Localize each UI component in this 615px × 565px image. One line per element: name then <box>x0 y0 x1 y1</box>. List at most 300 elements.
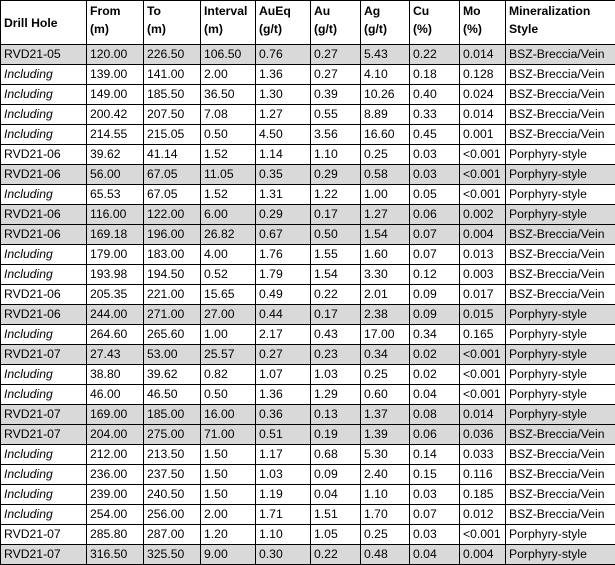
cell-aueq: 0.67 <box>256 225 311 245</box>
cell-aueq: 1.03 <box>256 465 311 485</box>
table-row <box>1 265 615 285</box>
cell-from: 38.80 <box>87 365 144 385</box>
table-row <box>1 105 615 125</box>
header-mo <box>460 1 506 45</box>
cell-mo: 0.001 <box>460 125 506 145</box>
cell-aueq: 1.76 <box>256 245 311 265</box>
cell-mineralization-style: Porphyry-style <box>506 545 615 565</box>
cell-aueq: 4.50 <box>256 125 311 145</box>
cell-to: 46.50 <box>144 385 201 405</box>
cell-mo: <0.001 <box>460 345 506 365</box>
cell-to: 67.05 <box>144 165 201 185</box>
cell-ag: 1.70 <box>361 505 410 525</box>
cell-mineralization-style: Porphyry-style <box>506 145 615 165</box>
cell-au: 1.51 <box>311 505 361 525</box>
cell-cu: 0.40 <box>410 85 460 105</box>
cell-from: 212.00 <box>87 445 144 465</box>
cell-au: 0.22 <box>311 545 361 565</box>
header-label: Interval <box>204 4 248 18</box>
cell-drill-hole: RVD21-06 <box>1 305 87 325</box>
header-unit: Style <box>509 22 539 36</box>
table-row <box>1 45 615 65</box>
header-label: AuEq <box>259 4 291 18</box>
cell-interval: 1.50 <box>201 485 256 505</box>
cell-interval: 15.65 <box>201 285 256 305</box>
cell-interval: 16.00 <box>201 405 256 425</box>
table-row <box>1 445 615 465</box>
cell-aueq: 1.71 <box>256 505 311 525</box>
cell-mineralization-style: BSZ-Breccia/Vein <box>506 425 615 445</box>
cell-aueq: 1.14 <box>256 145 311 165</box>
cell-ag: 0.58 <box>361 165 410 185</box>
cell-ag: 3.30 <box>361 265 410 285</box>
cell-from: 205.35 <box>87 285 144 305</box>
cell-au: 0.22 <box>311 285 361 305</box>
cell-aueq: 1.10 <box>256 525 311 545</box>
table-row <box>1 305 615 325</box>
cell-mineralization-style: BSZ-Breccia/Vein <box>506 285 615 305</box>
cell-aueq: 0.51 <box>256 425 311 445</box>
cell-au: 0.43 <box>311 325 361 345</box>
cell-au: 0.27 <box>311 45 361 65</box>
table-body <box>1 45 615 565</box>
cell-ag: 1.39 <box>361 425 410 445</box>
cell-from: 204.00 <box>87 425 144 445</box>
cell-au: 1.03 <box>311 365 361 385</box>
cell-to: 256.00 <box>144 505 201 525</box>
cell-to: 39.62 <box>144 365 201 385</box>
cell-aueq: 1.27 <box>256 105 311 125</box>
cell-au: 0.04 <box>311 485 361 505</box>
cell-mo: 0.012 <box>460 505 506 525</box>
cell-drill-hole: Including <box>1 105 87 125</box>
cell-mineralization-style: Porphyry-style <box>506 325 615 345</box>
cell-au: 0.55 <box>311 105 361 125</box>
cell-ag: 0.60 <box>361 385 410 405</box>
table-row <box>1 185 615 205</box>
cell-au: 0.13 <box>311 405 361 425</box>
cell-from: 139.00 <box>87 65 144 85</box>
cell-mo: 0.014 <box>460 405 506 425</box>
cell-interval: 71.00 <box>201 425 256 445</box>
cell-to: 196.00 <box>144 225 201 245</box>
cell-mineralization-style: BSZ-Breccia/Vein <box>506 245 615 265</box>
cell-cu: 0.06 <box>410 205 460 225</box>
cell-mo: 0.013 <box>460 245 506 265</box>
cell-aueq: 0.36 <box>256 405 311 425</box>
cell-interval: 4.00 <box>201 245 256 265</box>
cell-from: 200.42 <box>87 105 144 125</box>
cell-au: 1.55 <box>311 245 361 265</box>
cell-from: 285.80 <box>87 525 144 545</box>
cell-aueq: 0.29 <box>256 205 311 225</box>
cell-ag: 0.48 <box>361 545 410 565</box>
cell-to: 265.60 <box>144 325 201 345</box>
cell-cu: 0.08 <box>410 405 460 425</box>
header-label: Drill Hole <box>4 16 58 30</box>
cell-cu: 0.02 <box>410 365 460 385</box>
cell-interval: 1.50 <box>201 445 256 465</box>
cell-drill-hole: RVD21-06 <box>1 145 87 165</box>
cell-mo: 0.014 <box>460 105 506 125</box>
cell-aueq: 0.44 <box>256 305 311 325</box>
cell-from: 46.00 <box>87 385 144 405</box>
table-row <box>1 85 615 105</box>
cell-ag: 1.54 <box>361 225 410 245</box>
cell-drill-hole: RVD21-07 <box>1 525 87 545</box>
table-row <box>1 505 615 525</box>
cell-from: 316.50 <box>87 545 144 565</box>
cell-to: 41.14 <box>144 145 201 165</box>
cell-drill-hole: Including <box>1 385 87 405</box>
cell-au: 0.19 <box>311 425 361 445</box>
cell-aueq: 1.30 <box>256 85 311 105</box>
cell-from: 120.00 <box>87 45 144 65</box>
cell-au: 0.50 <box>311 225 361 245</box>
cell-interval: 2.00 <box>201 505 256 525</box>
cell-cu: 0.04 <box>410 385 460 405</box>
header-unit: (m) <box>147 22 166 36</box>
cell-drill-hole: RVD21-05 <box>1 45 87 65</box>
cell-drill-hole: Including <box>1 65 87 85</box>
cell-ag: 5.43 <box>361 45 410 65</box>
cell-drill-hole: Including <box>1 445 87 465</box>
cell-mo: <0.001 <box>460 525 506 545</box>
cell-ag: 1.27 <box>361 205 410 225</box>
cell-au: 0.27 <box>311 65 361 85</box>
cell-drill-hole: RVD21-06 <box>1 165 87 185</box>
header-label: To <box>147 4 161 18</box>
cell-mineralization-style: BSZ-Breccia/Vein <box>506 485 615 505</box>
cell-mineralization-style: BSZ-Breccia/Vein <box>506 125 615 145</box>
header-label: From <box>90 4 121 18</box>
table-row <box>1 125 615 145</box>
cell-aueq: 1.19 <box>256 485 311 505</box>
cell-cu: 0.14 <box>410 445 460 465</box>
cell-interval: 0.50 <box>201 125 256 145</box>
table-row <box>1 485 615 505</box>
header-unit: (g/t) <box>364 22 388 36</box>
cell-cu: 0.02 <box>410 345 460 365</box>
cell-ag: 0.25 <box>361 145 410 165</box>
cell-ag: 1.37 <box>361 405 410 425</box>
cell-cu: 0.18 <box>410 65 460 85</box>
cell-to: 185.50 <box>144 85 201 105</box>
cell-mo: 0.185 <box>460 485 506 505</box>
cell-interval: 0.82 <box>201 365 256 385</box>
cell-mo: <0.001 <box>460 185 506 205</box>
cell-ag: 2.40 <box>361 465 410 485</box>
cell-cu: 0.09 <box>410 305 460 325</box>
cell-mo: 0.128 <box>460 65 506 85</box>
cell-interval: 0.52 <box>201 265 256 285</box>
cell-mineralization-style: Porphyry-style <box>506 185 615 205</box>
cell-drill-hole: Including <box>1 85 87 105</box>
cell-aueq: 2.17 <box>256 325 311 345</box>
cell-to: 221.00 <box>144 285 201 305</box>
cell-ag: 1.60 <box>361 245 410 265</box>
cell-from: 193.98 <box>87 265 144 285</box>
cell-to: 215.05 <box>144 125 201 145</box>
header-au <box>311 1 361 45</box>
cell-mo: <0.001 <box>460 385 506 405</box>
cell-from: 254.00 <box>87 505 144 525</box>
table-row <box>1 465 615 485</box>
table-row <box>1 285 615 305</box>
cell-mo: 0.036 <box>460 425 506 445</box>
cell-mo: <0.001 <box>460 165 506 185</box>
header-unit: (g/t) <box>314 22 338 36</box>
cell-au: 0.09 <box>311 465 361 485</box>
cell-drill-hole: Including <box>1 465 87 485</box>
cell-au: 1.29 <box>311 385 361 405</box>
header-to <box>144 1 201 45</box>
cell-drill-hole: RVD21-07 <box>1 405 87 425</box>
cell-mineralization-style: Porphyry-style <box>506 205 615 225</box>
cell-from: 116.00 <box>87 205 144 225</box>
cell-cu: 0.04 <box>410 545 460 565</box>
table-row <box>1 385 615 405</box>
cell-from: 264.60 <box>87 325 144 345</box>
cell-au: 0.68 <box>311 445 361 465</box>
cell-aueq: 0.76 <box>256 45 311 65</box>
cell-from: 179.00 <box>87 245 144 265</box>
header-unit: (g/t) <box>259 22 283 36</box>
cell-mineralization-style: Porphyry-style <box>506 385 615 405</box>
cell-mineralization-style: Porphyry-style <box>506 405 615 425</box>
table-row <box>1 545 615 565</box>
cell-mo: 0.004 <box>460 545 506 565</box>
cell-mo: 0.116 <box>460 465 506 485</box>
cell-mineralization-style: BSZ-Breccia/Vein <box>506 85 615 105</box>
cell-mineralization-style: Porphyry-style <box>506 365 615 385</box>
cell-mo: <0.001 <box>460 365 506 385</box>
cell-from: 56.00 <box>87 165 144 185</box>
cell-cu: 0.07 <box>410 505 460 525</box>
cell-mo: 0.015 <box>460 305 506 325</box>
cell-interval: 1.00 <box>201 325 256 345</box>
cell-to: 194.50 <box>144 265 201 285</box>
cell-mineralization-style: BSZ-Breccia/Vein <box>506 105 615 125</box>
cell-ag: 2.01 <box>361 285 410 305</box>
cell-mo: 0.165 <box>460 325 506 345</box>
cell-cu: 0.34 <box>410 325 460 345</box>
header-unit: (%) <box>463 22 482 36</box>
cell-cu: 0.03 <box>410 485 460 505</box>
cell-from: 236.00 <box>87 465 144 485</box>
table-row <box>1 325 615 345</box>
cell-au: 0.17 <box>311 305 361 325</box>
cell-interval: 0.50 <box>201 385 256 405</box>
table-row <box>1 525 615 545</box>
cell-to: 207.50 <box>144 105 201 125</box>
table-row <box>1 425 615 445</box>
cell-aueq: 1.36 <box>256 65 311 85</box>
cell-to: 141.00 <box>144 65 201 85</box>
cell-from: 244.00 <box>87 305 144 325</box>
cell-from: 27.43 <box>87 345 144 365</box>
cell-mineralization-style: Porphyry-style <box>506 525 615 545</box>
table-row <box>1 365 615 385</box>
cell-to: 67.05 <box>144 185 201 205</box>
cell-drill-hole: Including <box>1 265 87 285</box>
cell-mo: 0.004 <box>460 225 506 245</box>
cell-drill-hole: RVD21-06 <box>1 205 87 225</box>
cell-cu: 0.03 <box>410 165 460 185</box>
cell-mo: 0.017 <box>460 285 506 305</box>
cell-interval: 36.50 <box>201 85 256 105</box>
cell-ag: 8.89 <box>361 105 410 125</box>
cell-to: 271.00 <box>144 305 201 325</box>
cell-from: 39.62 <box>87 145 144 165</box>
cell-mo: 0.024 <box>460 85 506 105</box>
cell-au: 1.05 <box>311 525 361 545</box>
header-unit: (m) <box>204 22 223 36</box>
cell-interval: 25.57 <box>201 345 256 365</box>
header-aueq <box>256 1 311 45</box>
cell-au: 0.23 <box>311 345 361 365</box>
header-mineralization-style <box>506 1 615 45</box>
cell-mo: 0.002 <box>460 205 506 225</box>
cell-to: 53.00 <box>144 345 201 365</box>
cell-interval: 26.82 <box>201 225 256 245</box>
cell-cu: 0.05 <box>410 185 460 205</box>
cell-to: 325.50 <box>144 545 201 565</box>
cell-ag: 17.00 <box>361 325 410 345</box>
cell-aueq: 0.30 <box>256 545 311 565</box>
cell-aueq: 0.27 <box>256 345 311 365</box>
cell-ag: 1.10 <box>361 485 410 505</box>
cell-au: 0.39 <box>311 85 361 105</box>
cell-drill-hole: RVD21-06 <box>1 285 87 305</box>
table-row <box>1 225 615 245</box>
cell-drill-hole: Including <box>1 325 87 345</box>
cell-au: 0.17 <box>311 205 361 225</box>
header-label: Mo <box>463 4 481 18</box>
cell-ag: 0.25 <box>361 525 410 545</box>
cell-interval: 106.50 <box>201 45 256 65</box>
cell-cu: 0.07 <box>410 245 460 265</box>
cell-mineralization-style: BSZ-Breccia/Vein <box>506 65 615 85</box>
cell-mo: 0.003 <box>460 265 506 285</box>
cell-to: 275.00 <box>144 425 201 445</box>
cell-from: 169.00 <box>87 405 144 425</box>
cell-ag: 0.34 <box>361 345 410 365</box>
header-label: Mineralization <box>509 4 591 18</box>
cell-cu: 0.09 <box>410 285 460 305</box>
cell-to: 237.50 <box>144 465 201 485</box>
cell-au: 1.10 <box>311 145 361 165</box>
cell-drill-hole: Including <box>1 365 87 385</box>
cell-to: 240.50 <box>144 485 201 505</box>
cell-aueq: 1.17 <box>256 445 311 465</box>
cell-mo: 0.014 <box>460 45 506 65</box>
cell-mo: 0.033 <box>460 445 506 465</box>
cell-drill-hole: RVD21-07 <box>1 345 87 365</box>
cell-interval: 1.20 <box>201 525 256 545</box>
cell-drill-hole: Including <box>1 485 87 505</box>
cell-interval: 9.00 <box>201 545 256 565</box>
cell-cu: 0.07 <box>410 225 460 245</box>
cell-drill-hole: Including <box>1 245 87 265</box>
cell-mineralization-style: BSZ-Breccia/Vein <box>506 445 615 465</box>
table-row <box>1 205 615 225</box>
cell-cu: 0.15 <box>410 465 460 485</box>
header-row <box>1 1 615 45</box>
cell-drill-hole: RVD21-06 <box>1 225 87 245</box>
header-label: Au <box>314 4 331 18</box>
header-drill-hole <box>1 1 87 45</box>
cell-mineralization-style: BSZ-Breccia/Vein <box>506 465 615 485</box>
cell-drill-hole: Including <box>1 185 87 205</box>
cell-mo: <0.001 <box>460 145 506 165</box>
cell-interval: 1.52 <box>201 145 256 165</box>
cell-interval: 7.08 <box>201 105 256 125</box>
cell-cu: 0.03 <box>410 145 460 165</box>
cell-au: 1.22 <box>311 185 361 205</box>
header-unit: (%) <box>413 22 432 36</box>
cell-au: 3.56 <box>311 125 361 145</box>
cell-from: 214.55 <box>87 125 144 145</box>
table-row <box>1 145 615 165</box>
cell-mineralization-style: BSZ-Breccia/Vein <box>506 225 615 245</box>
cell-ag: 5.30 <box>361 445 410 465</box>
header-label: Cu <box>413 4 430 18</box>
cell-cu: 0.22 <box>410 45 460 65</box>
table-row <box>1 245 615 265</box>
cell-interval: 1.52 <box>201 185 256 205</box>
header-interval <box>201 1 256 45</box>
cell-mineralization-style: Porphyry-style <box>506 305 615 325</box>
cell-au: 0.29 <box>311 165 361 185</box>
header-ag <box>361 1 410 45</box>
header-from <box>87 1 144 45</box>
table-row <box>1 65 615 85</box>
cell-to: 226.50 <box>144 45 201 65</box>
cell-drill-hole: RVD21-07 <box>1 425 87 445</box>
cell-mineralization-style: BSZ-Breccia/Vein <box>506 265 615 285</box>
table-row <box>1 405 615 425</box>
cell-cu: 0.33 <box>410 105 460 125</box>
cell-ag: 4.10 <box>361 65 410 85</box>
cell-mineralization-style: Porphyry-style <box>506 345 615 365</box>
cell-aueq: 1.36 <box>256 385 311 405</box>
cell-aueq: 1.79 <box>256 265 311 285</box>
cell-interval: 27.00 <box>201 305 256 325</box>
cell-cu: 0.06 <box>410 425 460 445</box>
cell-mineralization-style: BSZ-Breccia/Vein <box>506 505 615 525</box>
cell-interval: 11.05 <box>201 165 256 185</box>
cell-cu: 0.03 <box>410 525 460 545</box>
header-label: Ag <box>364 4 381 18</box>
cell-drill-hole: RVD21-07 <box>1 545 87 565</box>
table-row <box>1 345 615 365</box>
header-unit: (m) <box>90 22 109 36</box>
cell-drill-hole: Including <box>1 125 87 145</box>
cell-aueq: 1.31 <box>256 185 311 205</box>
cell-cu: 0.45 <box>410 125 460 145</box>
header-cu <box>410 1 460 45</box>
cell-cu: 0.12 <box>410 265 460 285</box>
cell-interval: 1.50 <box>201 465 256 485</box>
cell-aueq: 0.49 <box>256 285 311 305</box>
cell-to: 185.00 <box>144 405 201 425</box>
cell-interval: 6.00 <box>201 205 256 225</box>
cell-from: 149.00 <box>87 85 144 105</box>
cell-to: 122.00 <box>144 205 201 225</box>
cell-mineralization-style: Porphyry-style <box>506 165 615 185</box>
cell-ag: 10.26 <box>361 85 410 105</box>
